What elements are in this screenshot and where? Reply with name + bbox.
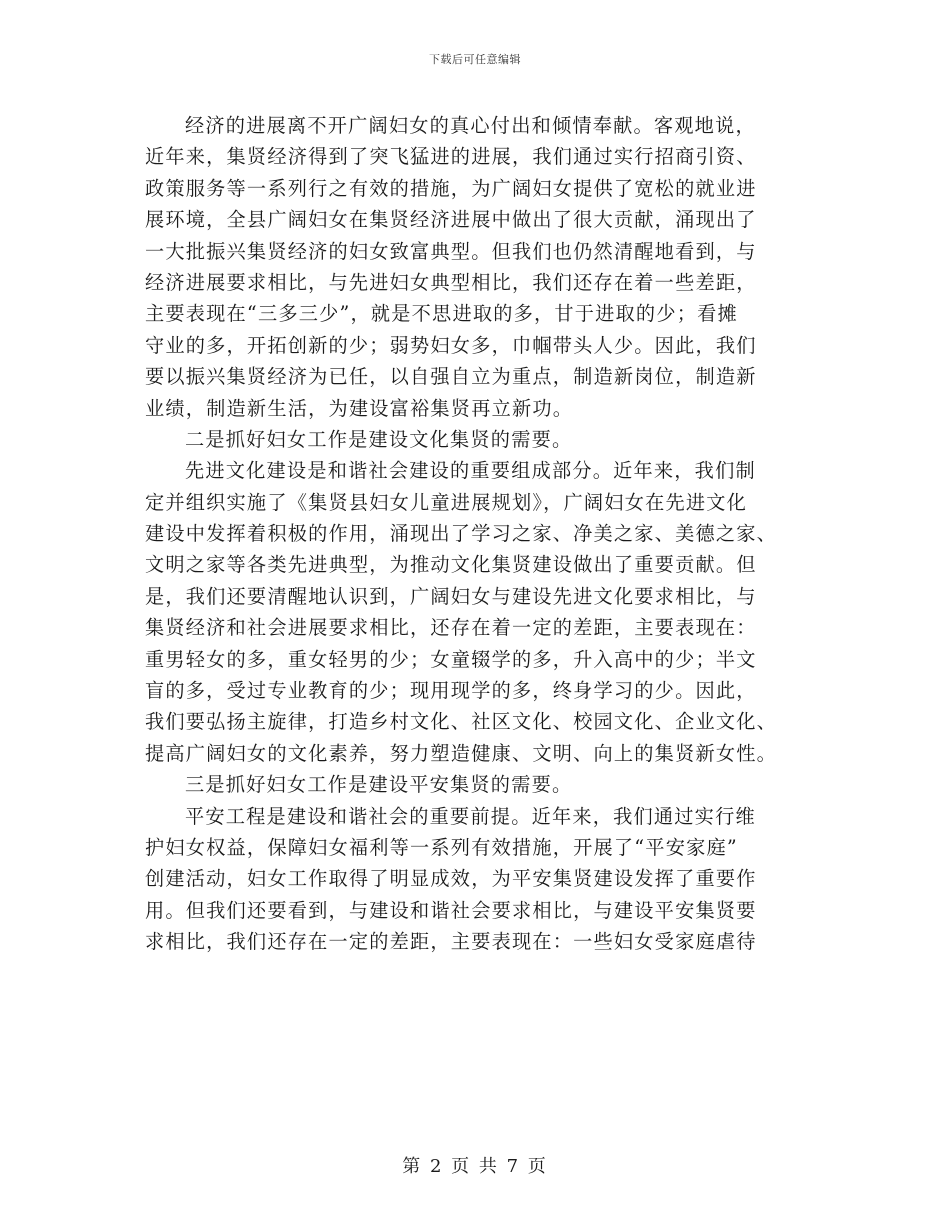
page-footer: 第 2 页 共 7 页 <box>402 1156 548 1177</box>
section-heading: 三是抓好妇女工作是建设平安集贤的需要。 <box>185 773 573 797</box>
text-line: 是，我们还要清醒地认识到，广阔妇女与建设先进文化要求相比，与 <box>145 584 757 608</box>
body-text <box>145 110 805 958</box>
text-line: 主要表现在“三多三少”，就是不思进取的多，甘于进取的少；看摊 <box>145 302 738 326</box>
text-line: 重男轻女的多，重女轻男的少；女童辍学的多，升入高中的少；半文 <box>145 647 757 671</box>
text-line: 经济进展要求相比，与先进妇女典型相比，我们还存在着一些差距， <box>145 270 757 294</box>
text-line: 护妇女权益，保障妇女福利等一系列有效措施，开展了“平安家庭” <box>145 835 738 859</box>
text-line: 用。但我们还要看到，与建设和谐社会要求相比，与建设平安集贤要 <box>145 898 757 922</box>
text-line: 平安工程是建设和谐社会的重要前提。近年来，我们通过实行维 <box>185 804 756 828</box>
text-line: 先进文化建设是和谐社会建设的重要组成部分。近年来，我们制 <box>185 459 756 483</box>
text-line: 政策服务等一系列行之有效的措施，为广阔妇女提供了宽松的就业进 <box>145 176 757 200</box>
text-line: 文明之家等各类先进典型，为推动文化集贤建设做出了重要贡献。但 <box>145 553 757 577</box>
section-heading: 二是抓好妇女工作是建设文化集贤的需要。 <box>185 427 573 451</box>
text-line: 展环境，全县广阔妇女在集贤经济进展中做出了很大贡献，涌现出了 <box>145 208 757 232</box>
text-line: 定并组织实施了《集贤县妇女儿童进展规划》，广阔妇女在先进文化 <box>145 490 748 514</box>
text-line: 业绩，制造新生活，为建设富裕集贤再立新功。 <box>145 396 574 420</box>
text-line: 一大批振兴集贤经济的妇女致富典型。但我们也仍然清醒地看到，与 <box>145 239 757 263</box>
text-line: 盲的多，受过专业教育的少；现用现学的多，终身学习的少。因此， <box>145 679 757 703</box>
text-line: 要以振兴集贤经济为已任，以自强自立为重点，制造新岗位，制造新 <box>145 365 757 389</box>
text-line: 创建活动，妇女工作取得了明显成效，为平安集贤建设发挥了重要作 <box>145 867 757 891</box>
text-line: 守业的多，开拓创新的少；弱势妇女多，巾帼带头人少。因此，我们 <box>145 333 757 357</box>
text-line: 近年来，集贤经济得到了突飞猛进的进展，我们通过实行招商引资、 <box>145 145 757 169</box>
text-line: 求相比，我们还存在一定的差距，主要表现在：一些妇女受家庭虐待 <box>145 930 757 954</box>
page-header: 下载后可任意编辑 <box>429 53 521 66</box>
text-line: 我们要弘扬主旋律，打造乡村文化、社区文化、校园文化、企业文化、 <box>145 710 778 734</box>
text-line: 建设中发挥着积极的作用，涌现出了学习之家、净美之家、美德之家、 <box>145 522 778 546</box>
text-line: 提高广阔妇女的文化素养，努力塑造健康、文明、向上的集贤新女性。 <box>145 741 778 765</box>
text-line: 经济的进展离不开广阔妇女的真心付出和倾情奉献。客观地说， <box>185 114 756 137</box>
text-line: 集贤经济和社会进展要求相比，还存在着一定的差距，主要表现在： <box>145 616 757 640</box>
